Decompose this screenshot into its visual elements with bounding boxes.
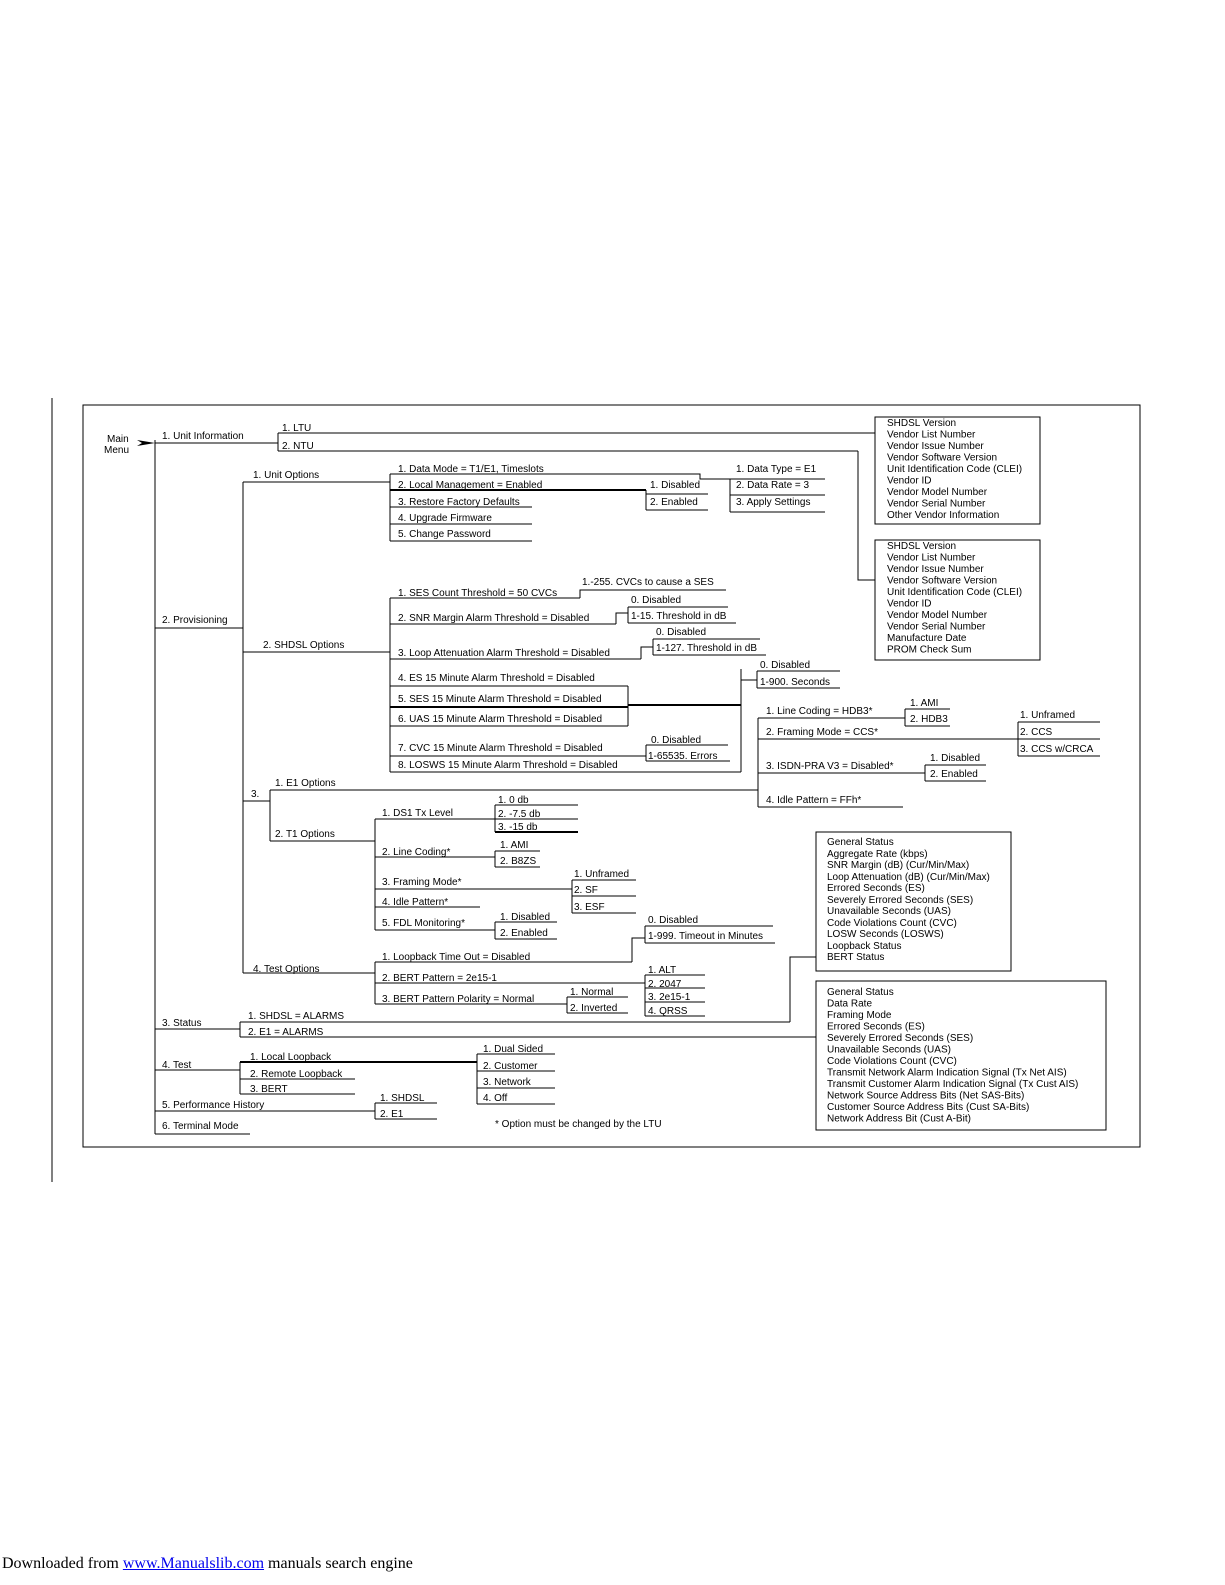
snr-sub-item[interactable]: 1-15. Threshold in dB bbox=[631, 611, 727, 622]
e1-option-item[interactable]: 1. Line Coding = HDB3* bbox=[766, 706, 873, 717]
data-mode-sub-item[interactable]: 2. Data Rate = 3 bbox=[736, 480, 810, 491]
t1-option-item[interactable]: 3. Framing Mode* bbox=[382, 877, 462, 888]
e1-framing-sub-item[interactable]: 2. CCS bbox=[1020, 727, 1053, 738]
test-item[interactable]: 3. BERT bbox=[250, 1084, 288, 1095]
e1-option-item[interactable]: 3. ISDN-PRA V3 = Disabled* bbox=[766, 761, 894, 772]
t1-framing-sub-item[interactable]: 3. ESF bbox=[574, 902, 605, 913]
menu-ntu[interactable]: 2. NTU bbox=[282, 441, 314, 452]
fdl-sub-item[interactable]: 2. Enabled bbox=[500, 928, 548, 939]
bert-pattern-sub-item[interactable]: 3. 2e15-1 bbox=[648, 992, 691, 1003]
isdn-sub-item[interactable]: 2. Enabled bbox=[930, 769, 978, 780]
bert-pattern-sub-item[interactable]: 2. 2047 bbox=[648, 979, 682, 990]
shdsl-status-item: SNR Margin (dB) (Cur/Min/Max) bbox=[827, 860, 970, 871]
e1-status-item: General Status bbox=[827, 987, 894, 998]
e1-status-item: Data Rate bbox=[827, 998, 873, 1010]
menu-ltu[interactable]: 1. LTU bbox=[282, 423, 312, 434]
ntu-info-item: PROM Check Sum bbox=[887, 644, 972, 656]
local-loopback-sub-item[interactable]: 3. Network bbox=[483, 1077, 531, 1088]
local-mgmt-sub-item[interactable]: 2. Enabled bbox=[650, 497, 698, 508]
shdsl-option-item[interactable]: 1. SES Count Threshold = 50 CVCs bbox=[398, 588, 558, 599]
e1-status-item: Unavailable Seconds (UAS) bbox=[827, 1044, 951, 1056]
unit-option-item[interactable]: 1. Data Mode = T1/E1, Timeslots bbox=[398, 464, 544, 475]
ltu-info-item: Vendor Software Version bbox=[887, 452, 998, 464]
ltu-info-item: SHDSL Version bbox=[887, 418, 957, 429]
status-item[interactable]: 1. SHDSL = ALARMS bbox=[248, 1011, 345, 1022]
t1-line-coding-sub-item[interactable]: 2. B8ZS bbox=[500, 856, 537, 867]
shdsl-status-item: General Status bbox=[827, 837, 894, 848]
cvc-sub-item[interactable]: 0. Disabled bbox=[651, 735, 702, 746]
ntu-info-item: Vendor Serial Number bbox=[887, 621, 986, 633]
ltu-info-item: Vendor List Number bbox=[887, 429, 976, 441]
polarity-sub-item[interactable]: 1. Normal bbox=[570, 987, 614, 998]
bert-pattern-sub-item[interactable]: 1. ALT bbox=[648, 965, 677, 976]
loop-sub-item[interactable]: 1-127. Threshold in dB bbox=[656, 643, 757, 654]
polarity-sub-item[interactable]: 2. Inverted bbox=[570, 1003, 618, 1014]
fdl-sub-item[interactable]: 1. Disabled bbox=[500, 912, 551, 923]
t1-option-item[interactable]: 5. FDL Monitoring* bbox=[382, 918, 465, 929]
ses-count-sub-item[interactable]: 1.-255. CVCs to cause a SES bbox=[582, 577, 714, 588]
shdsl-status-item: Code Violations Count (CVC) bbox=[827, 918, 957, 929]
e1-option-item[interactable]: 2. Framing Mode = CCS* bbox=[766, 727, 878, 738]
ltu-info-item: Vendor Model Number bbox=[887, 487, 988, 498]
e1-status-item: Errored Seconds (ES) bbox=[827, 1021, 925, 1033]
shdsl-option-item[interactable]: 8. LOSWS 15 Minute Alarm Threshold = Disabled bbox=[398, 760, 618, 771]
e1-status-item: Customer Source Address Bits (Cust SA-Bits) bbox=[827, 1102, 1030, 1113]
menu-test[interactable]: 4. Test bbox=[162, 1060, 192, 1071]
menu-e1-options[interactable]: 1. E1 Options bbox=[275, 778, 336, 789]
e1-status-item: Code Violations Count (CVC) bbox=[827, 1056, 957, 1067]
loopback-timeout-sub-item[interactable]: 1-999. Timeout in Minutes bbox=[648, 931, 764, 942]
shdsl-status-item: Severely Errored Seconds (SES) bbox=[827, 895, 974, 906]
footnote: * Option must be changed by the LTU bbox=[495, 1119, 662, 1130]
tx-level-sub-item[interactable]: 1. 0 db bbox=[498, 795, 529, 806]
data-mode-sub-item[interactable]: 3. Apply Settings bbox=[736, 497, 811, 508]
test-item[interactable]: 2. Remote Loopback bbox=[250, 1069, 343, 1080]
shdsl-status-item: Errored Seconds (ES) bbox=[827, 883, 925, 894]
shdsl-option-item[interactable]: 2. SNR Margin Alarm Threshold = Disabled bbox=[398, 613, 590, 624]
shdsl-option-item[interactable]: 6. UAS 15 Minute Alarm Threshold = Disabled bbox=[398, 714, 603, 725]
menu-test-options[interactable]: 4. Test Options bbox=[253, 964, 320, 975]
ltu-info-item: Other Vendor Information bbox=[887, 510, 1000, 521]
root-label-1: Main bbox=[107, 434, 129, 445]
tx-level-sub-item[interactable]: 2. -7.5 db bbox=[498, 809, 541, 820]
isdn-sub-item[interactable]: 1. Disabled bbox=[930, 753, 981, 764]
minute-threshold-sub-item[interactable]: 0. Disabled bbox=[760, 660, 811, 671]
ltu-info-item: Vendor Issue Number bbox=[887, 441, 984, 452]
test-option-item[interactable]: 1. Loopback Time Out = Disabled bbox=[382, 952, 531, 963]
status-item[interactable]: 2. E1 = ALARMS bbox=[248, 1027, 324, 1038]
unit-option-item[interactable]: 5. Change Password bbox=[398, 529, 491, 540]
download-footer bbox=[2, 1555, 413, 1573]
minute-threshold-sub-item[interactable]: 1-900. Seconds bbox=[760, 677, 831, 688]
e1-status-item: Severely Errored Seconds (SES) bbox=[827, 1033, 974, 1044]
ntu-info-item: SHDSL Version bbox=[887, 541, 957, 552]
e1-framing-sub-item[interactable]: 1. Unframed bbox=[1020, 710, 1076, 721]
shdsl-status-item: Loop Attenuation (dB) (Cur/Min/Max) bbox=[827, 872, 990, 883]
e1-status-item: Transmit Customer Alarm Indication Signal (Tx Cust AIS) bbox=[827, 1079, 1079, 1090]
e1-status-item: Transmit Network Alarm Indication Signal (Tx Net AIS) bbox=[827, 1067, 1067, 1079]
ntu-info-item: Vendor Model Number bbox=[887, 610, 988, 621]
footer-suffix: manuals search engine bbox=[264, 1555, 413, 1572]
e1-line-coding-sub-item[interactable]: 2. HDB3 bbox=[910, 714, 948, 725]
e1-option-item[interactable]: 4. Idle Pattern = FFh* bbox=[766, 795, 862, 806]
t1-option-item[interactable]: 1. DS1 Tx Level bbox=[382, 808, 453, 819]
menu-option-3[interactable]: 3. bbox=[251, 789, 260, 800]
performance-history-item[interactable]: 2. E1 bbox=[380, 1109, 404, 1120]
shdsl-option-item[interactable]: 3. Loop Attenuation Alarm Threshold = Disabled bbox=[398, 648, 610, 659]
ltu-info-item: Unit Identification Code (CLEI) bbox=[887, 464, 1023, 475]
menu-performance-history[interactable]: 5. Performance History bbox=[162, 1100, 265, 1111]
shdsl-option-item[interactable]: 5. SES 15 Minute Alarm Threshold = Disabled bbox=[398, 694, 602, 705]
t1-framing-sub-item[interactable]: 2. SF bbox=[574, 885, 598, 896]
ntu-info-item: Vendor List Number bbox=[887, 552, 976, 564]
shdsl-status-item: LOSW Seconds (LOSWS) bbox=[827, 929, 944, 940]
ltu-info-item: Vendor Serial Number bbox=[887, 498, 986, 510]
ntu-info-item: Vendor Software Version bbox=[887, 575, 998, 587]
bert-pattern-sub-item[interactable]: 4. QRSS bbox=[648, 1006, 688, 1017]
ntu-info-item: Vendor ID bbox=[887, 598, 932, 610]
e1-status-item: Network Source Address Bits (Net SAS-Bits) bbox=[827, 1090, 1025, 1102]
loopback-timeout-sub-item[interactable]: 0. Disabled bbox=[648, 915, 699, 926]
unit-option-item[interactable]: 3. Restore Factory Defaults bbox=[398, 497, 520, 508]
menu-unit-options[interactable]: 1. Unit Options bbox=[253, 470, 320, 481]
local-loopback-sub-item[interactable]: 4. Off bbox=[483, 1093, 508, 1104]
ntu-info-item: Manufacture Date bbox=[887, 633, 967, 644]
e1-status-item: Network Address Bit (Cust A-Bit) bbox=[827, 1113, 971, 1125]
local-loopback-sub-item[interactable]: 1. Dual Sided bbox=[483, 1044, 544, 1055]
local-mgmt-sub-item[interactable]: 1. Disabled bbox=[650, 480, 701, 491]
shdsl-status-item: BERT Status bbox=[827, 952, 885, 963]
unit-option-item[interactable]: 2. Local Management = Enabled bbox=[398, 480, 543, 491]
snr-sub-item[interactable]: 0. Disabled bbox=[631, 595, 682, 606]
t1-option-item[interactable]: 4. Idle Pattern* bbox=[382, 897, 449, 908]
t1-framing-sub-item[interactable]: 1. Unframed bbox=[574, 869, 630, 880]
test-item[interactable]: 1. Local Loopback bbox=[250, 1052, 332, 1063]
shdsl-option-item[interactable]: 4. ES 15 Minute Alarm Threshold = Disabled bbox=[398, 673, 595, 684]
e1-framing-sub-item[interactable]: 3. CCS w/CRCA bbox=[1020, 744, 1094, 755]
shdsl-status-item: Aggregate Rate (kbps) bbox=[827, 849, 928, 860]
local-loopback-sub-item[interactable]: 2. Customer bbox=[483, 1061, 538, 1072]
e1-line-coding-sub-item[interactable]: 1. AMI bbox=[910, 698, 939, 709]
footer-prefix: Downloaded from bbox=[2, 1555, 123, 1572]
data-mode-sub-item[interactable]: 1. Data Type = E1 bbox=[736, 464, 817, 475]
test-option-item[interactable]: 3. BERT Pattern Polarity = Normal bbox=[382, 994, 535, 1005]
shdsl-status-item: Loopback Status bbox=[827, 941, 902, 952]
tx-level-sub-item[interactable]: 3. -15 db bbox=[498, 822, 538, 833]
menu-shdsl-options[interactable]: 2. SHDSL Options bbox=[263, 640, 345, 651]
shdsl-option-item[interactable]: 7. CVC 15 Minute Alarm Threshold = Disabled bbox=[398, 743, 603, 754]
loop-sub-item[interactable]: 0. Disabled bbox=[656, 627, 707, 638]
menu-terminal-mode[interactable]: 6. Terminal Mode bbox=[162, 1121, 239, 1132]
e1-status-item: Framing Mode bbox=[827, 1010, 892, 1021]
footer-link[interactable]: www.Manualslib.com bbox=[122, 1555, 265, 1572]
test-option-item[interactable]: 2. BERT Pattern = 2e15-1 bbox=[382, 973, 497, 984]
unit-option-item[interactable]: 4. Upgrade Firmware bbox=[398, 513, 492, 524]
shdsl-status-item: Unavailable Seconds (UAS) bbox=[827, 906, 951, 917]
cvc-sub-item[interactable]: 1-65535. Errors bbox=[648, 751, 718, 762]
t1-line-coding-sub-item[interactable]: 1. AMI bbox=[500, 840, 529, 851]
menu-status[interactable]: 3. Status bbox=[162, 1018, 202, 1029]
performance-history-item[interactable]: 1. SHDSL bbox=[380, 1093, 425, 1104]
ntu-info-item: Vendor Issue Number bbox=[887, 564, 984, 575]
menu-unit-information[interactable]: 1. Unit Information bbox=[162, 431, 244, 442]
ltu-info-item: Vendor ID bbox=[887, 475, 932, 487]
menu-t1-options[interactable]: 2. T1 Options bbox=[275, 829, 335, 840]
menu-provisioning[interactable]: 2. Provisioning bbox=[162, 615, 228, 626]
ntu-info-item: Unit Identification Code (CLEI) bbox=[887, 587, 1023, 598]
t1-option-item[interactable]: 2. Line Coding* bbox=[382, 847, 451, 858]
root-label-2: Menu bbox=[104, 445, 130, 456]
